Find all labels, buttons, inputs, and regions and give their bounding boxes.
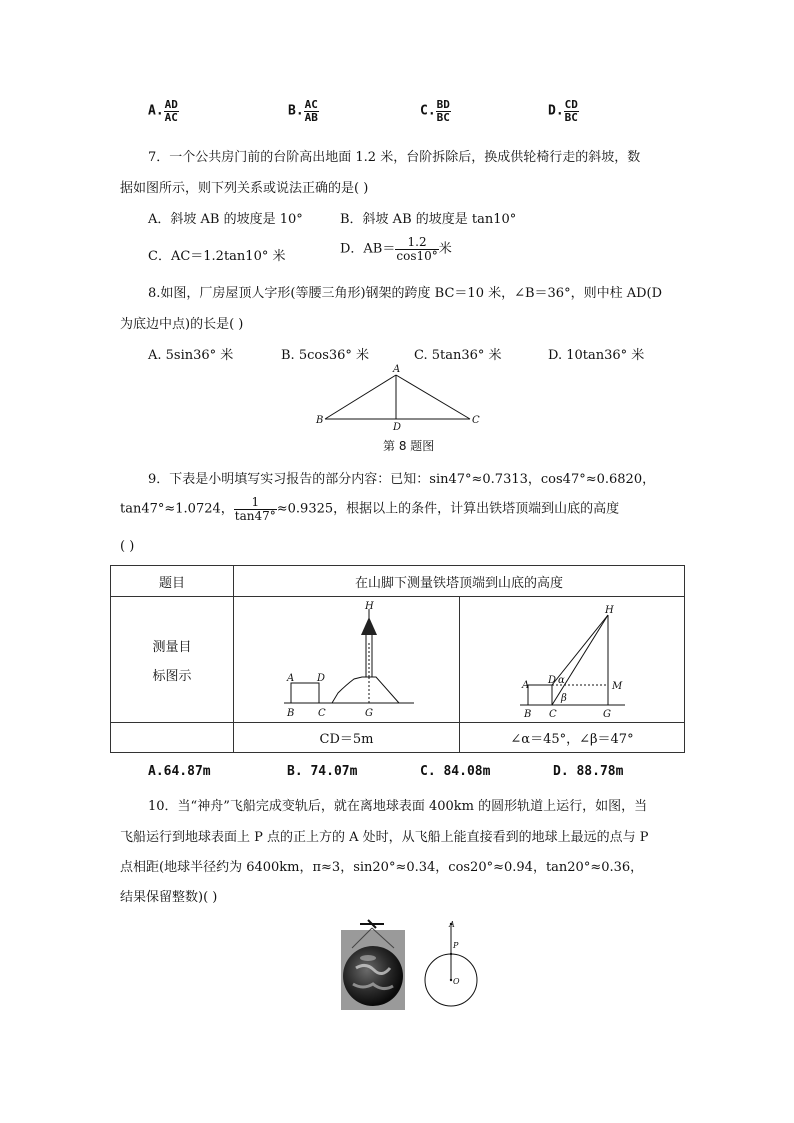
q6-option-b: B. $\frac{AC}{AB}$: [288, 98, 318, 124]
q10-stem-line3: 点相距(地球半径约为 6400km，π≈3，sin20°≈0.34，cos20°≈0.94，tan20°≈0.36，: [120, 860, 644, 875]
angle-label-c: C: [549, 709, 557, 720]
angle-measure-figure: [460, 597, 684, 722]
tower-label-b: B: [287, 708, 295, 719]
table-row3-empty: [111, 723, 234, 753]
angle-label-h: H: [605, 605, 614, 616]
q7-option-d: D．AB＝ $\frac{1.2}{\cos 10^\circ}$ 米: [340, 235, 452, 263]
q6-option-c: C. $\frac{BD}{BC}$: [420, 98, 450, 124]
q8-option-d: D. 10tan36° 米: [548, 348, 645, 363]
table-header-title: 在山脚下测量铁塔顶端到山底的高度: [234, 566, 685, 597]
q9-stem-line3: ( ): [120, 539, 135, 554]
orbit-label-o: O: [453, 977, 460, 986]
q7-option-b: B．斜坡 AB 的坡度是 tan10°: [340, 212, 517, 227]
q10-stem-line2: 飞船运行到地球表面上 P 点的正上方的 A 处时，从飞船上能直接看到的地球上最远的点与 P: [120, 830, 649, 845]
q7-option-c: C．AC＝1.2tan10° 米: [148, 249, 286, 264]
table-cd-value: CD＝5m: [234, 723, 460, 753]
angle-label-beta: β: [561, 693, 567, 704]
q9-report-table: [110, 565, 685, 753]
q8-option-c: C. 5tan36° 米: [414, 348, 502, 363]
q8-label-a: A: [393, 364, 401, 375]
tower-on-hill-figure: [234, 597, 459, 722]
tower-label-g: G: [365, 708, 373, 719]
tower-label-h: H: [365, 601, 374, 612]
angle-label-m: M: [612, 681, 623, 692]
q7-stem-line1: 7．一个公共房门前的台阶高出地面 1.2 米，台阶拆除后，换成供轮椅行走的斜坡，数: [148, 150, 641, 165]
orbit-label-a: A: [449, 920, 455, 929]
angle-label-alpha: α: [558, 675, 565, 686]
angle-label-b: B: [524, 709, 532, 720]
figure-cell-angles: [460, 597, 685, 723]
q9-option-a: A.64.87m: [148, 764, 211, 779]
q8-label-b: B: [316, 415, 324, 426]
q10-stem-line1: 10．当“神舟”飞船完成变轨后，就在离地球表面 400km 的圆形轨道上运行，如图，当: [148, 799, 648, 814]
q9-stem-line1: 9．下表是小明填写实习报告的部分内容：已知：sin47°≈0.7313，cos47°≈0.6820，: [148, 472, 656, 487]
q9-option-c: C. 84.08m: [420, 764, 491, 779]
q8-triangle-figure: [310, 362, 490, 434]
q10-stem-line4: 结果保留整数)( ): [120, 890, 218, 905]
tower-label-c: C: [318, 708, 326, 719]
table-row-label: [111, 597, 234, 723]
q8-figure-caption: 第 8 题图: [383, 439, 435, 453]
tower-label-a: A: [287, 673, 295, 684]
q9-option-b: B. 74.07m: [287, 764, 358, 779]
q8-option-b: B. 5cos36° 米: [281, 348, 370, 363]
earth-satellite-photo: [338, 918, 418, 1010]
q7-option-a: A．斜坡 AB 的坡度是 10°: [148, 212, 303, 227]
table-header-topic: 题目: [111, 566, 234, 597]
angle-label-g: G: [603, 709, 611, 720]
angle-label-d: D: [548, 675, 557, 686]
q9-option-d: D. 88.78m: [553, 764, 624, 779]
q8-option-a: A. 5sin36° 米: [148, 348, 234, 363]
angle-label-a: A: [522, 680, 530, 691]
q8-label-d: D: [393, 422, 402, 433]
figure-cell-tower: [234, 597, 460, 723]
q6-option-a: A. $\frac{AD}{AC}$: [148, 98, 178, 124]
q8-stem-line2: 为底边中点)的长是( ): [120, 317, 244, 332]
table-angle-values: ∠α＝45°，∠β＝47°: [460, 723, 685, 753]
q8-label-c: C: [472, 415, 480, 426]
q8-stem-line1: 8.如图，厂房屋顶人字形(等腰三角形)钢架的跨度 BC＝10 米，∠B＝36°，则中柱 AD(D: [148, 286, 663, 301]
q6-option-d: D. $\frac{CD}{BC}$: [548, 98, 578, 124]
orbit-circle-diagram: [420, 918, 482, 1008]
orbit-label-p: P: [453, 941, 459, 950]
row-label-line2: 标图示: [152, 668, 192, 684]
tower-label-d: D: [317, 673, 326, 684]
row-label-line1: 测量目: [152, 639, 192, 655]
q9-stem-line2: tan47°≈1.0724， $\frac{1}{\tan 47^\circ}$ ≈0.9325，根据以上的条件，计算出铁塔顶端到山底的高度: [120, 495, 620, 523]
q7-stem-line2: 据如图所示，则下列关系或说法正确的是( ): [120, 181, 369, 196]
